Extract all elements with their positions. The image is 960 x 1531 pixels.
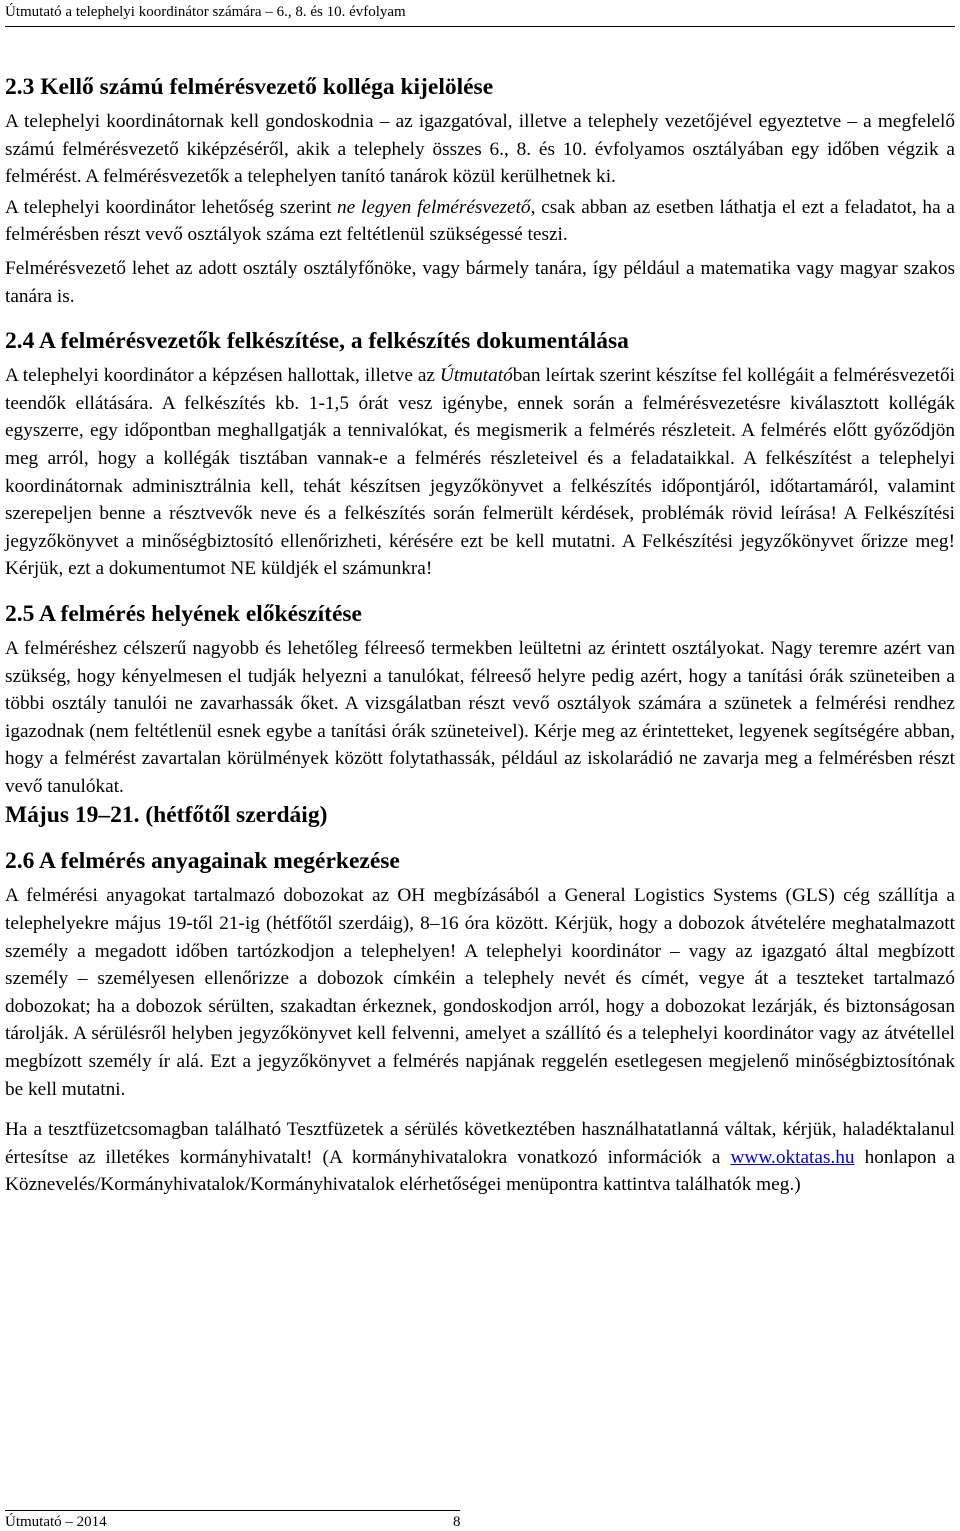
document-body	[5, 72, 955, 1199]
section-2-6-paragraph-2	[5, 1116, 955, 1199]
text-run: Ha a tesztfüzetcsomagban található Tesztfüzetek a sérülés következtében használhatatlanná váltak, kérjük, haladéktalanul értesítse az illetékes kormányhivatalt! (A kormányhivatalokra vonatkozó információk a	[5, 1119, 955, 1168]
header-title: Útmutató a telephelyi koordinátor számára – 6., 8. és 10. évfolyam	[5, 4, 406, 20]
section-2-3-paragraph-1: A telephelyi koordinátornak kell gondoskodnia – az igazgatóval, illetve a telephely vezetőjével egyeztetve – a megfelelő számú felmérésvezető kiképzéséről, akik a telephely összes 6., 8. és 10. évfolyamos osztályában egy időben végzik a felmérést. A felmérésvezetők a telephelyen tanító tanárok közül kerülhetnek ki.	[5, 111, 955, 188]
section-2-6-heading: 2.6 A felmérés anyagainak megérkezése	[5, 848, 400, 875]
page-footer	[5, 1510, 460, 1531]
section-2-3-paragraph-2	[5, 194, 955, 249]
section-2-5-heading: 2.5 A felmérés helyének előkészítése	[5, 600, 362, 627]
section-2-6-paragraph-1: A felmérési anyagokat tartalmazó dobozokat az OH megbízásából a General Logistics Systems (GLS) cég szállítja a telephelyekre május 19-től 21-ig (hétfőtől szerdáig), 8–16 óra között. Kérjük, hogy a dobozok átvételére meghatalmazott személy a megadott időben tartózkodjon a telephelyen! A telephelyi koordinátor – vagy az igazgató által megbízott személy – személyesen ellenőrizze a dobozok címkéin a telephely nevét és címét, vegye át a teszteket tartalmazó dobozokat; ha a dobozok sérülten, szakadtan érkeznek, gondoskodjon arról, hogy a dobozokat lezárják, és biztonságosan tárolják. A sérülésről helyben jegyzőkönyvet kell felvenni, amelyet a szállító és a telephelyi koordinátor vagy az átvétellel megbízott személy ír alá. Ezt a jegyzőkönyvet a felmérés napjának reggelén esetlegesen megjelenő minőségbiztosítónak be kell mutatni.	[5, 885, 955, 1100]
emphasis-text: Útmutató	[439, 365, 513, 387]
section-2-4-paragraph-1	[5, 362, 955, 583]
section-2-3-paragraph-3: Felmérésvezető lehet az adott osztály osztályfőnöke, vagy bármely tanára, így például a matematika vagy magyar szakos tanára is.	[5, 257, 955, 307]
text-run: , csak abban az esetben láthatja el ezt a feladatot, ha a felmérésben részt vevő osztályok száma ezt feltétlenül szükségessé teszi.	[5, 196, 955, 246]
page-number: 8	[453, 1514, 461, 1530]
page-header	[5, 3, 955, 27]
footer-label: Útmutató – 2014	[5, 1514, 107, 1530]
section-2-3-heading: 2.3 Kellő számú felmérésvezető kolléga kijelölése	[5, 74, 494, 100]
oktatas-link[interactable]: www.oktatas.hu	[730, 1146, 855, 1168]
section-2-4-heading: 2.4 A felmérésvezetők felkészítése, a felkészítés dokumentálása	[5, 328, 629, 355]
text-run: A telephelyi koordinátor a képzésen hallottak, illetve az	[5, 365, 440, 387]
text-run: honlapon a Köznevelés/Kormányhivatalok/Kormányhivatalok elérhetőségei menüpontra kattintva találhatók meg.)	[5, 1146, 955, 1196]
date-line: Május 19–21. (hétfőtől szerdáig)	[5, 802, 328, 829]
text-run: ban leírtak szerint készítse fel kollégáit a felmérésvezetői teendők ellátására. A felkészítés kb. 1-1,5 órát vesz igénybe, ennek során a felmérésvezetésre kiválasztott kollégák egyszerre, egy időpontban meghallgatják a tennivalókat, és megismerik a felmérés részleteit. A felmérés előtt győződjön meg arról, hogy a kollégák tisztában vannak-e a felmérés részleteivel és a feladataikkal. A felkészítést a telephelyi koordinátornak adminisztrálnia kell, tehát készítsen jegyzőkönyvet a felkészítés időpontjáról, időtartamáról, valamint szerepeljen benne a résztvevők neve és a felkészítés során felmerült kérdések, problémák rövid leírása! A Felkészítési jegyzőkönyvet a minőségbiztosító ellenőrizheti, kérésére ezt be kell mutatni. A Felkészítési jegyzőkönyvet őrizze meg! Kérjük, ezt a dokumentumot NE küldjék el számunkra!	[5, 365, 955, 580]
text-run: A telephelyi koordinátor lehetőség szerint	[5, 196, 337, 218]
section-2-5-paragraph-1: A felméréshez célszerű nagyobb és lehetőleg félreeső termekben leültetni az érintett osztályokat. Nagy teremre azért van szükség, hogy kényelmesen el tudják helyezni a tanulókat, félreeső helyre pedig azért, hogy a tanítási órák szüneteiben a többi osztály tanulói ne zavarhassák őket. A vizsgálatban részt vevő osztályok számára a szünetek a felmérési rendhez igazodnak (nem feltétlenül esnek egybe a tanítási órák szüneteivel). Kérje meg az érintetteket, legyenek segítségére abban, hogy a felmérést zavartalan körülmények között folytathassák, például az iskolarádió ne zavarja meg a felmérésben részt vevő tanulókat.	[5, 637, 955, 797]
emphasis-text: ne legyen felmérésvezető	[336, 196, 531, 218]
